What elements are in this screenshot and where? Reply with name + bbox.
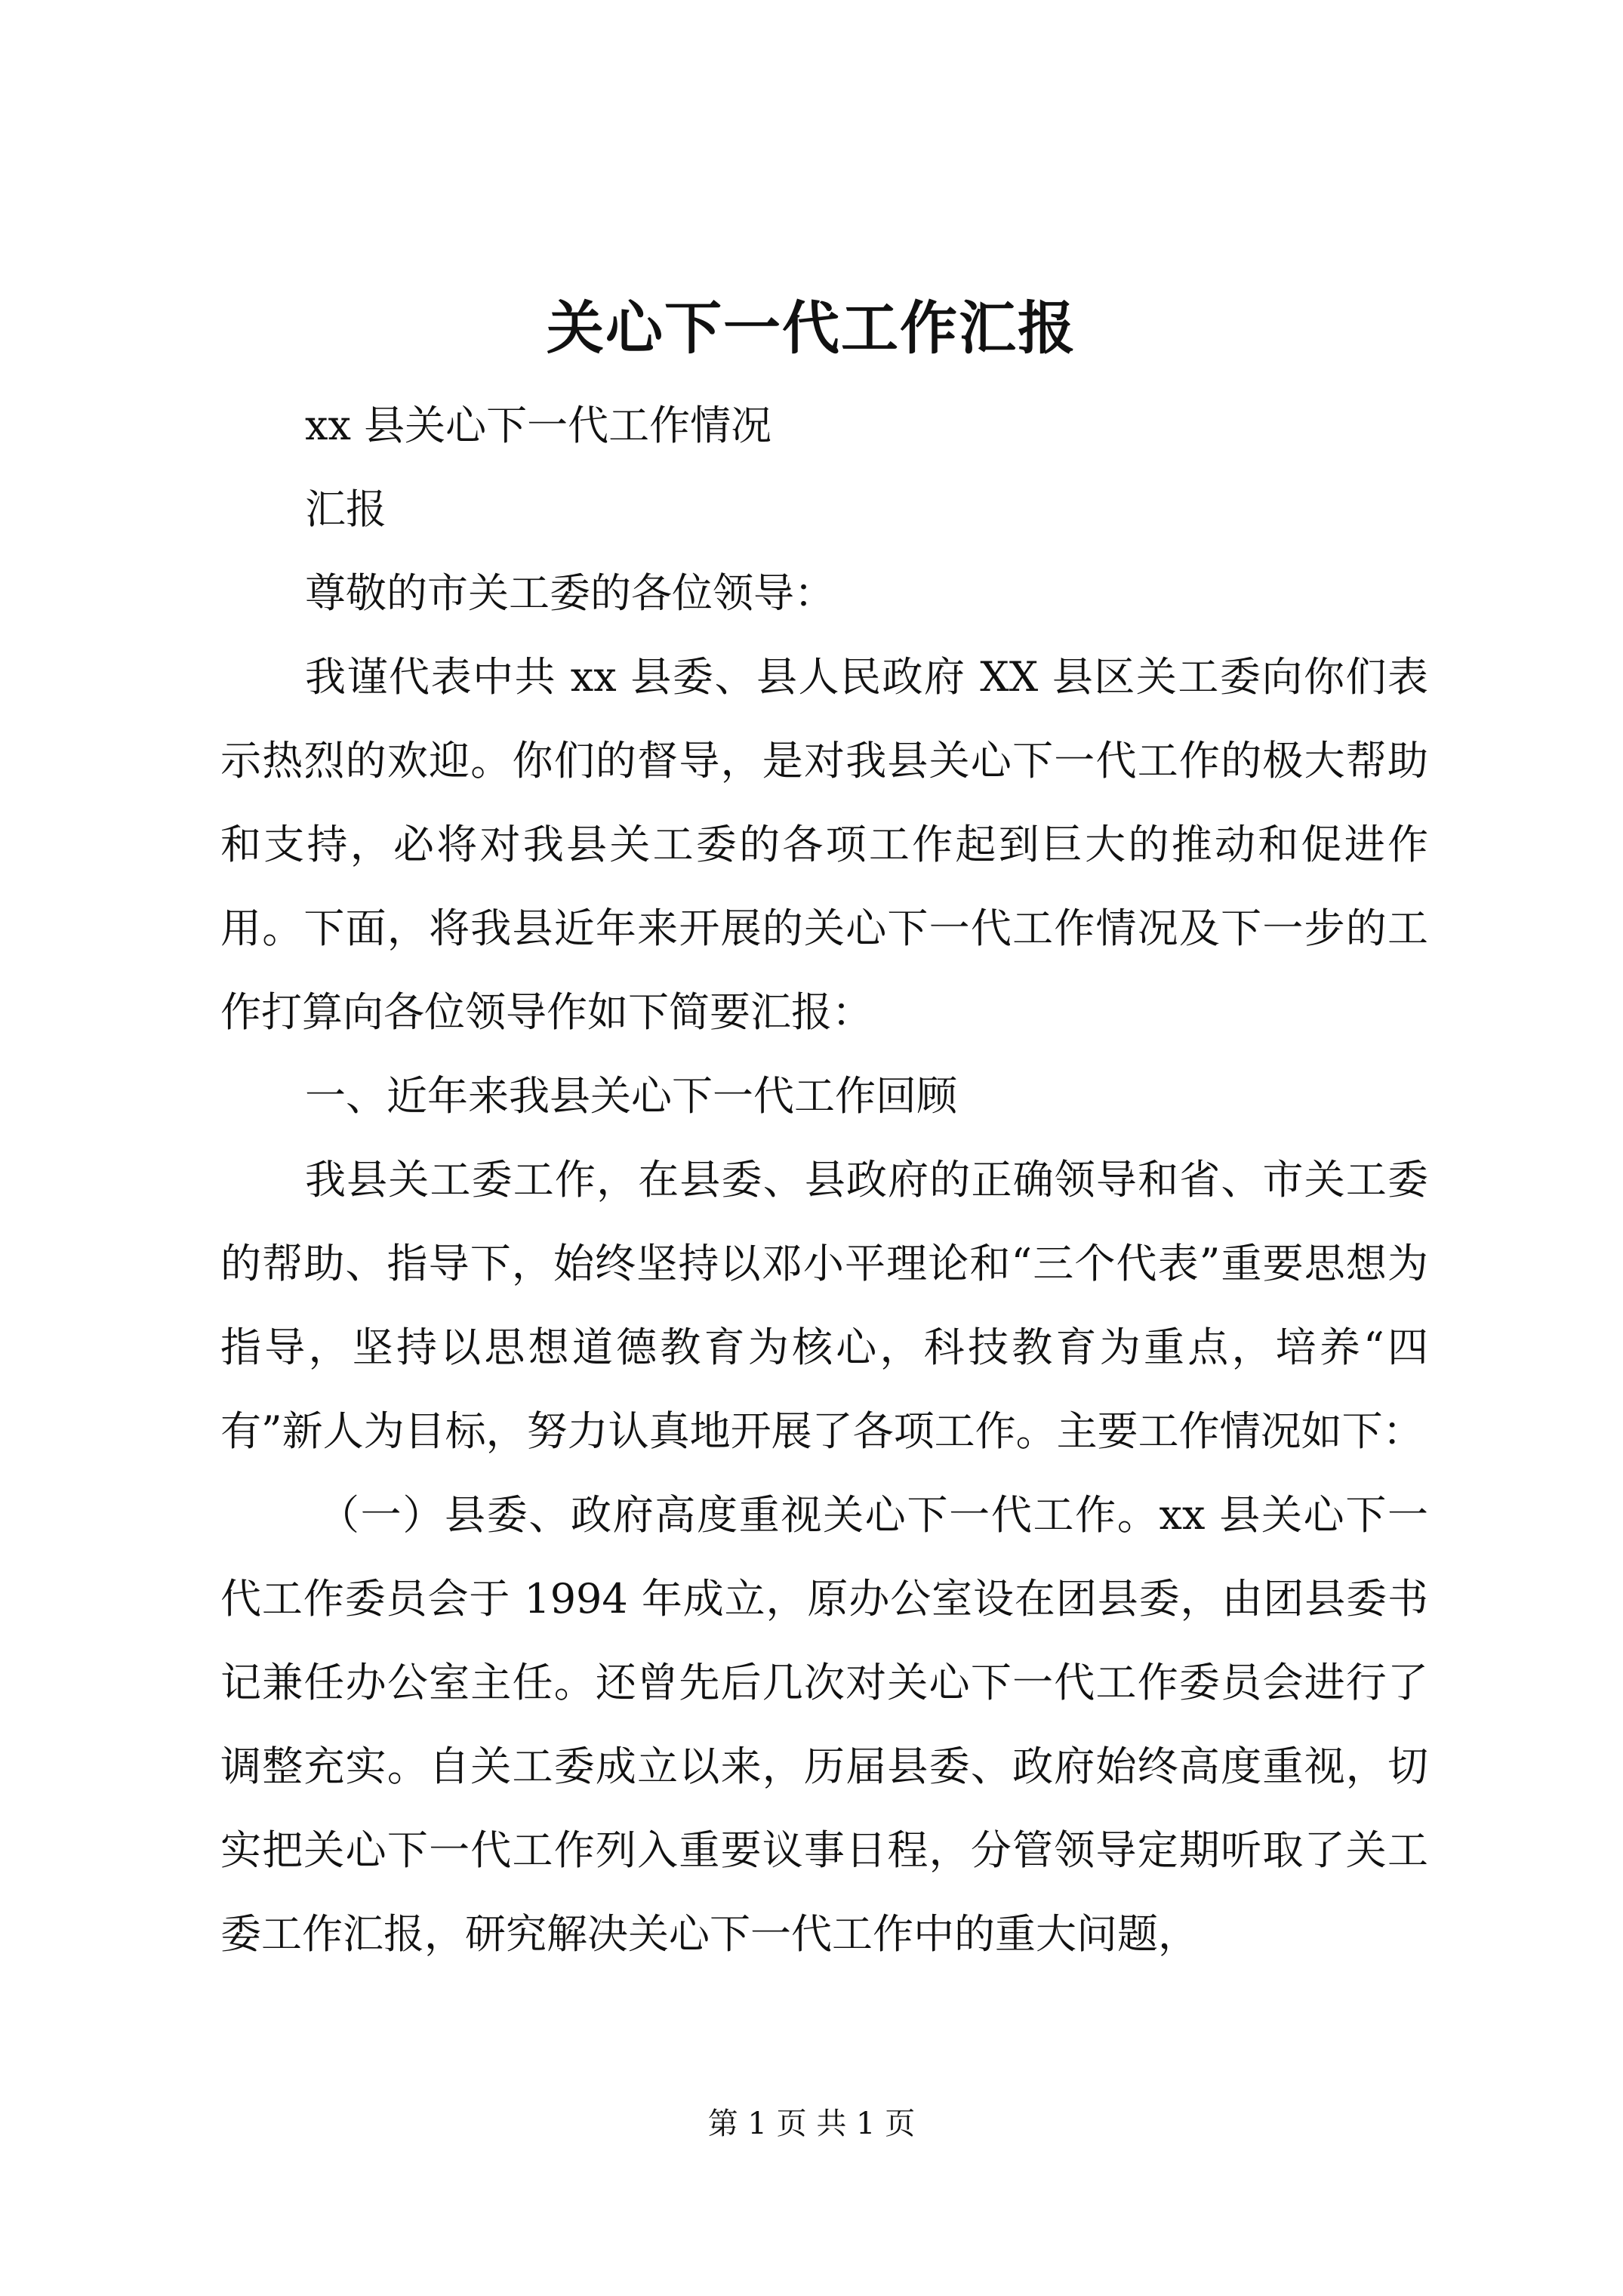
- section-heading-review: 一、近年来我县关心下一代工作回顾: [305, 1072, 957, 1120]
- document-title: 关心下一代工作汇报: [547, 294, 1076, 362]
- paragraph-overview: 我县关工委工作，在县委、县政府的正确领导和省、市关工委的帮助、指导下，始终坚持以邓小平理论和“三个代表”重要思想为指导，坚持以思想道德教育为核心，科技教育为重点，培养“四有”新人为目标，努力认真地开展了各项工作。主要工作情况如下：: [220, 1156, 1428, 1455]
- paragraph-subtitle-line2: 汇报: [305, 485, 387, 533]
- paragraph-subtitle-line1: xx 县关心下一代工作情况: [305, 402, 772, 449]
- paragraph-welcome: 我谨代表中共 xx 县委、县人民政府 XX 县区关工委向你们表示热烈的欢迎。你们的督导，是对我县关心下一代工作的极大帮助和支持，必将对我县关工委的各项工作起到巨大的推动和促进作用。下面，将我县近年来开展的关心下一代工作情况及下一步的工作打算向各位领导作如下简要汇报：: [220, 653, 1428, 1036]
- document-body: [220, 384, 1428, 1976]
- paragraph-item-one: （一）县委、政府高度重视关心下一代工作。xx 县关心下一代工作委员会于 1994 年成立，原办公室设在团县委，由团县委书记兼任办公室主任。还曾先后几次对关心下一代工作委员会进行了调整充实。自关工委成立以来，历届县委、政府始终高度重视，切实把关心下一代工作列入重要议事日程，分管领导定期听取了关工委工作汇报，研究解决关心下一代工作中的重大问题，: [220, 1491, 1428, 1958]
- page-footer: 第 1 页 共 1 页: [707, 2106, 916, 2141]
- paragraph-salutation: 尊敬的市关工委的各位领导：: [305, 569, 835, 617]
